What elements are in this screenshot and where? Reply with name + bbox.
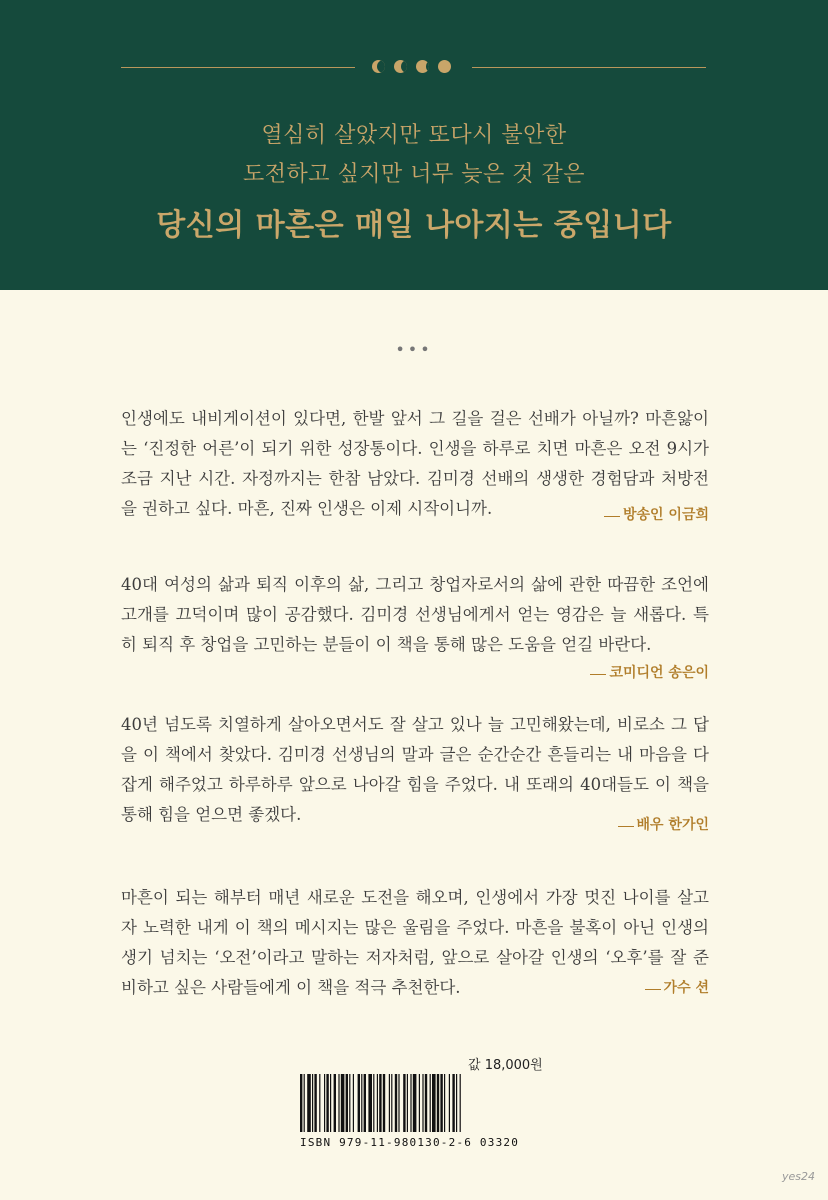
barcode-bar [389,1074,390,1132]
barcode-bar [383,1074,385,1132]
barcode-bar [432,1074,436,1132]
review-block [121,404,709,530]
watermark-logo: yes24 [782,1170,816,1183]
barcode-bar [422,1074,423,1132]
barcode-bar [349,1074,350,1132]
barcode-bar [326,1074,328,1132]
barcode-bar [312,1074,313,1132]
barcode-bar [410,1074,411,1132]
barcode-bar [391,1074,392,1132]
barcode-bar [338,1074,339,1132]
barcode-bar [353,1074,354,1132]
barcode-bar [456,1074,457,1132]
barcode-bar [373,1074,374,1132]
barcode-bar [364,1074,366,1132]
barcode-bar [398,1074,399,1132]
barcode-bars [298,1074,530,1134]
barcode-bar [324,1074,325,1132]
crescent-moon-icon [394,60,407,73]
barcode-bar [460,1074,461,1132]
barcode-bar [452,1074,454,1132]
review-block [121,570,709,688]
tagline-headline: 당신의 마흔은 매일 나아지는 중입니다 [156,208,672,243]
barcode-bar [444,1074,445,1132]
tagline-line-2: 도전하고 싶지만 너무 늦은 것 같은 [243,162,585,187]
barcode-bar [361,1074,362,1132]
barcode-bar [346,1074,348,1132]
barcode-bar [307,1074,311,1132]
barcode-bar [407,1074,408,1132]
review-author: 코미디언 송은이 [590,658,709,688]
barcode-bar [300,1074,302,1132]
section-separator: ••• [395,340,433,359]
barcode-bar [425,1074,427,1132]
decorative-rule-right [472,67,706,68]
barcode-bar [413,1074,417,1132]
review-author: 가수 션 [645,973,709,1003]
barcode-bar [334,1074,336,1132]
isbn-number: ISBN 979-11-980130-2-6 03320 [300,1136,520,1149]
barcode-bar [419,1074,420,1132]
barcode-bar [403,1074,405,1132]
decorative-rule-left [121,67,355,68]
barcode-bar [368,1074,372,1132]
review-block [121,710,709,840]
review-text: 40대 여성의 삶과 퇴직 이후의 삶, 그리고 창업자로서의 삶에 관한 따끔한 조언에 고개를 끄덕이며 많이 공감했다. 김미경 선생님에게서 얻는 영감은 늘 새롭다. 특히 퇴직 후 창업을 고민하는 분들이 이 책을 통해 많은 도움을 얻길 바란다. [121,575,709,654]
barcode-bar [319,1074,320,1132]
gibbous-moon-icon [416,60,429,73]
review-text: 40년 넘도록 치열하게 살아오면서도 잘 살고 있나 늘 고민해왔는데, 비로소 그 답을 이 책에서 찾았다. 김미경 선생님의 말과 글은 순간순간 흔들리는 내 마음을 다잡게 해주었고 하루하루 앞으로 나아갈 힘을 주었다. 내 또래의 40대들도 이 책을 통해 힘을 얻으면 좋겠다. [121,715,709,824]
review-block [121,883,709,1003]
barcode-bar [330,1074,331,1132]
full-moon-icon [438,60,451,73]
moon-phase-icon [372,60,462,76]
barcode-bar [377,1074,378,1132]
barcode-bar [314,1074,316,1132]
barcode-bar [430,1074,431,1132]
barcode-bar [379,1074,381,1132]
price-label: 값 18,000원 [468,1058,543,1073]
crescent-moon-icon [372,60,385,73]
barcode-bar [437,1074,439,1132]
barcode-bar [449,1074,450,1132]
review-author: 배우 한가인 [618,810,710,840]
review-author: 방송인 이금희 [604,500,709,530]
barcode-bar [341,1074,345,1132]
review-text: 인생에도 내비게이션이 있다면, 한발 앞서 그 길을 걸은 선배가 아닐까? 마흔앓이는 ‘진정한 어른’이 되기 위한 성장통이다. 인생을 하루로 치면 마흔은 오전 9시가 조금 지난 시간. 자정까지는 한참 남았다. 김미경 선배의 생생한 경험담과 처방전을 권하고 싶다. 마흔, 진짜 인생은 이제 시작이니까. [121,409,709,518]
cover-header-band [0,0,828,290]
barcode-bar [440,1074,442,1132]
tagline-line-1: 열심히 살았지만 또다시 불안한 [261,123,567,148]
review-text: 마흔이 되는 해부터 매년 새로운 도전을 해오며, 인생에서 가장 멋진 나이를 살고자 노력한 내게 이 책의 메시지는 많은 울림을 주었다. 마흔을 불혹이 아닌 인생의 생기 넘치는 ‘오전’이라고 말하는 저자처럼, 앞으로 살아갈 인생의 ‘오후’를 잘 준비하고 싶은 사람들에게 이 책을 적극 추천한다. [121,888,709,997]
barcode-bar [395,1074,397,1132]
barcode-bar [304,1074,305,1132]
barcode-bar [358,1074,360,1132]
